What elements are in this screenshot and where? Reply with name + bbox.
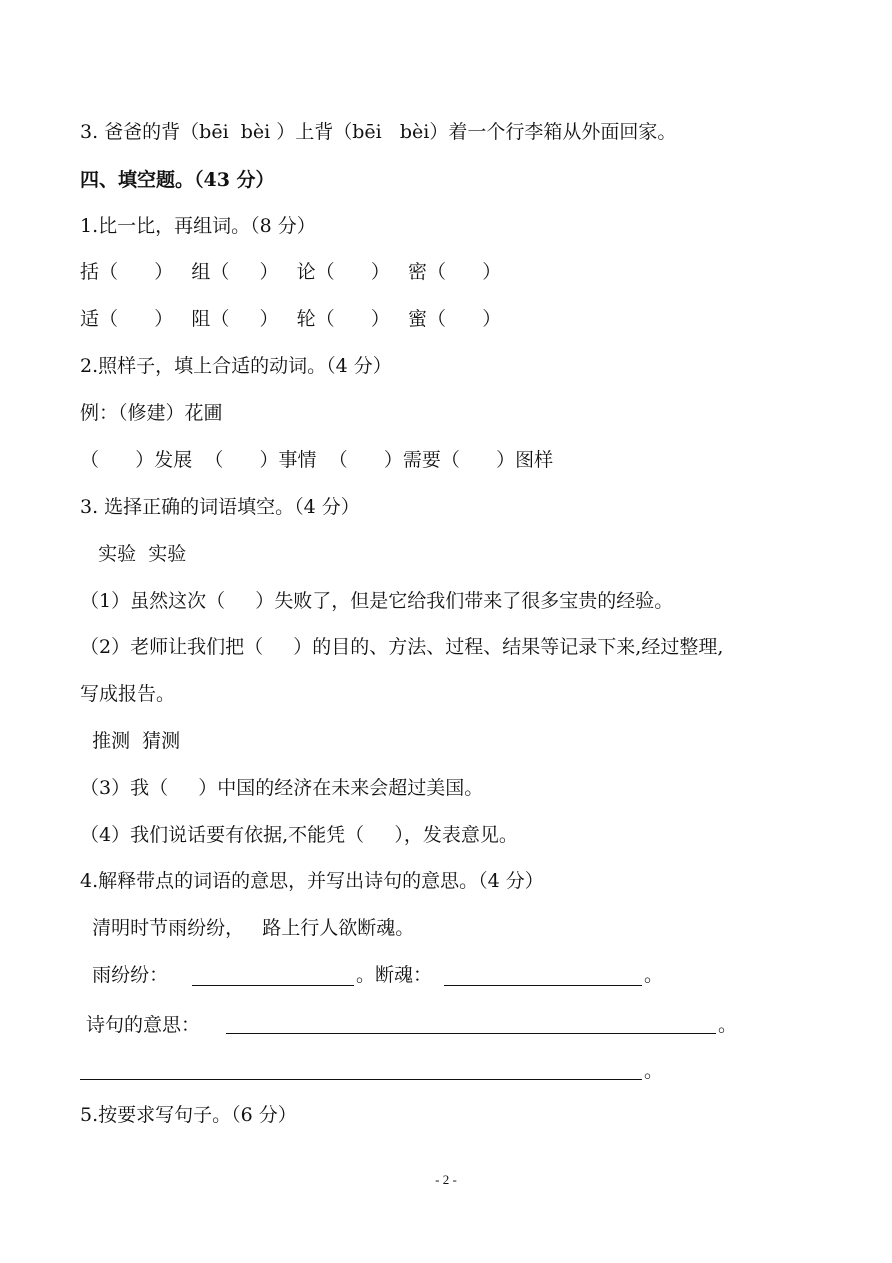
q4-word-2-label: 。断魂： (356, 964, 433, 986)
q4-word-2-period: 。 (644, 964, 664, 986)
q2-instruction: 2.照样子，填上合适的动词。（4 分） (80, 355, 392, 377)
page-number: - 2 - (435, 1172, 457, 1187)
q4-word-1-answer-line[interactable] (192, 985, 354, 986)
q3-sentence-2-cont: 写成报告。 (80, 683, 176, 705)
q1-row-2: 适（ ） 阻（ ） 轮（ ） 蜜（ ） (80, 308, 502, 330)
q4-poem: 清明时节雨纷纷， 路上行人欲断魂。 (80, 917, 415, 939)
q4-meaning-answer-line[interactable] (226, 1033, 716, 1034)
q3-sentence-2: （2）老师让我们把（ ）的目的、方法、过程、结果等记录下来,经过整理, (80, 636, 724, 658)
q3-word-choice-2: 推测 猜测 (80, 730, 181, 752)
q3-word-choice-1: 实验 实验 (80, 543, 187, 565)
q1-instruction: 1.比一比，再组词。（8 分） (80, 215, 316, 237)
q4-meaning-label: 诗句的意思： (80, 1014, 201, 1036)
q3-sentence-4: （4）我们说话要有依据,不能凭（ ），发表意见。 (80, 824, 518, 846)
q4-meaning-answer-line-2[interactable] (80, 1079, 642, 1080)
q2-example: 例：（修建）花圃 (80, 402, 223, 424)
q4-meaning-period-2: 。 (644, 1060, 664, 1082)
q1-row-1: 括（ ） 组（ ） 论（ ） 密（ ） (80, 261, 502, 283)
q3-sentence-3: （3）我（ ）中国的经济在未来会超过美国。 (80, 777, 484, 799)
q4-meaning-period: 。 (718, 1014, 738, 1036)
q3-instruction: 3. 选择正确的词语填空。（4 分） (80, 496, 360, 518)
q4-instruction: 4.解释带点的词语的意思，并写出诗句的意思。（4 分） (80, 870, 544, 892)
q5-instruction: 5.按要求写句子。（6 分） (80, 1104, 297, 1126)
q2-blanks: （ ）发展 （ ）事情 （ ）需要（ ）图样 (80, 449, 554, 471)
q4-word-2-answer-line[interactable] (444, 985, 642, 986)
question-3-pinyin: 3. 爸爸的背（bēi bèi ）上背（bēi bèi）着一个行李箱从外面回家。 (80, 121, 677, 143)
q4-word-1-label: 雨纷纷： (80, 964, 169, 986)
q3-sentence-1: （1）虽然这次（ ）失败了，但是它给我们带来了很多宝贵的经验。 (80, 590, 674, 612)
section-4-heading: 四、填空题。（43 分） (80, 169, 275, 191)
